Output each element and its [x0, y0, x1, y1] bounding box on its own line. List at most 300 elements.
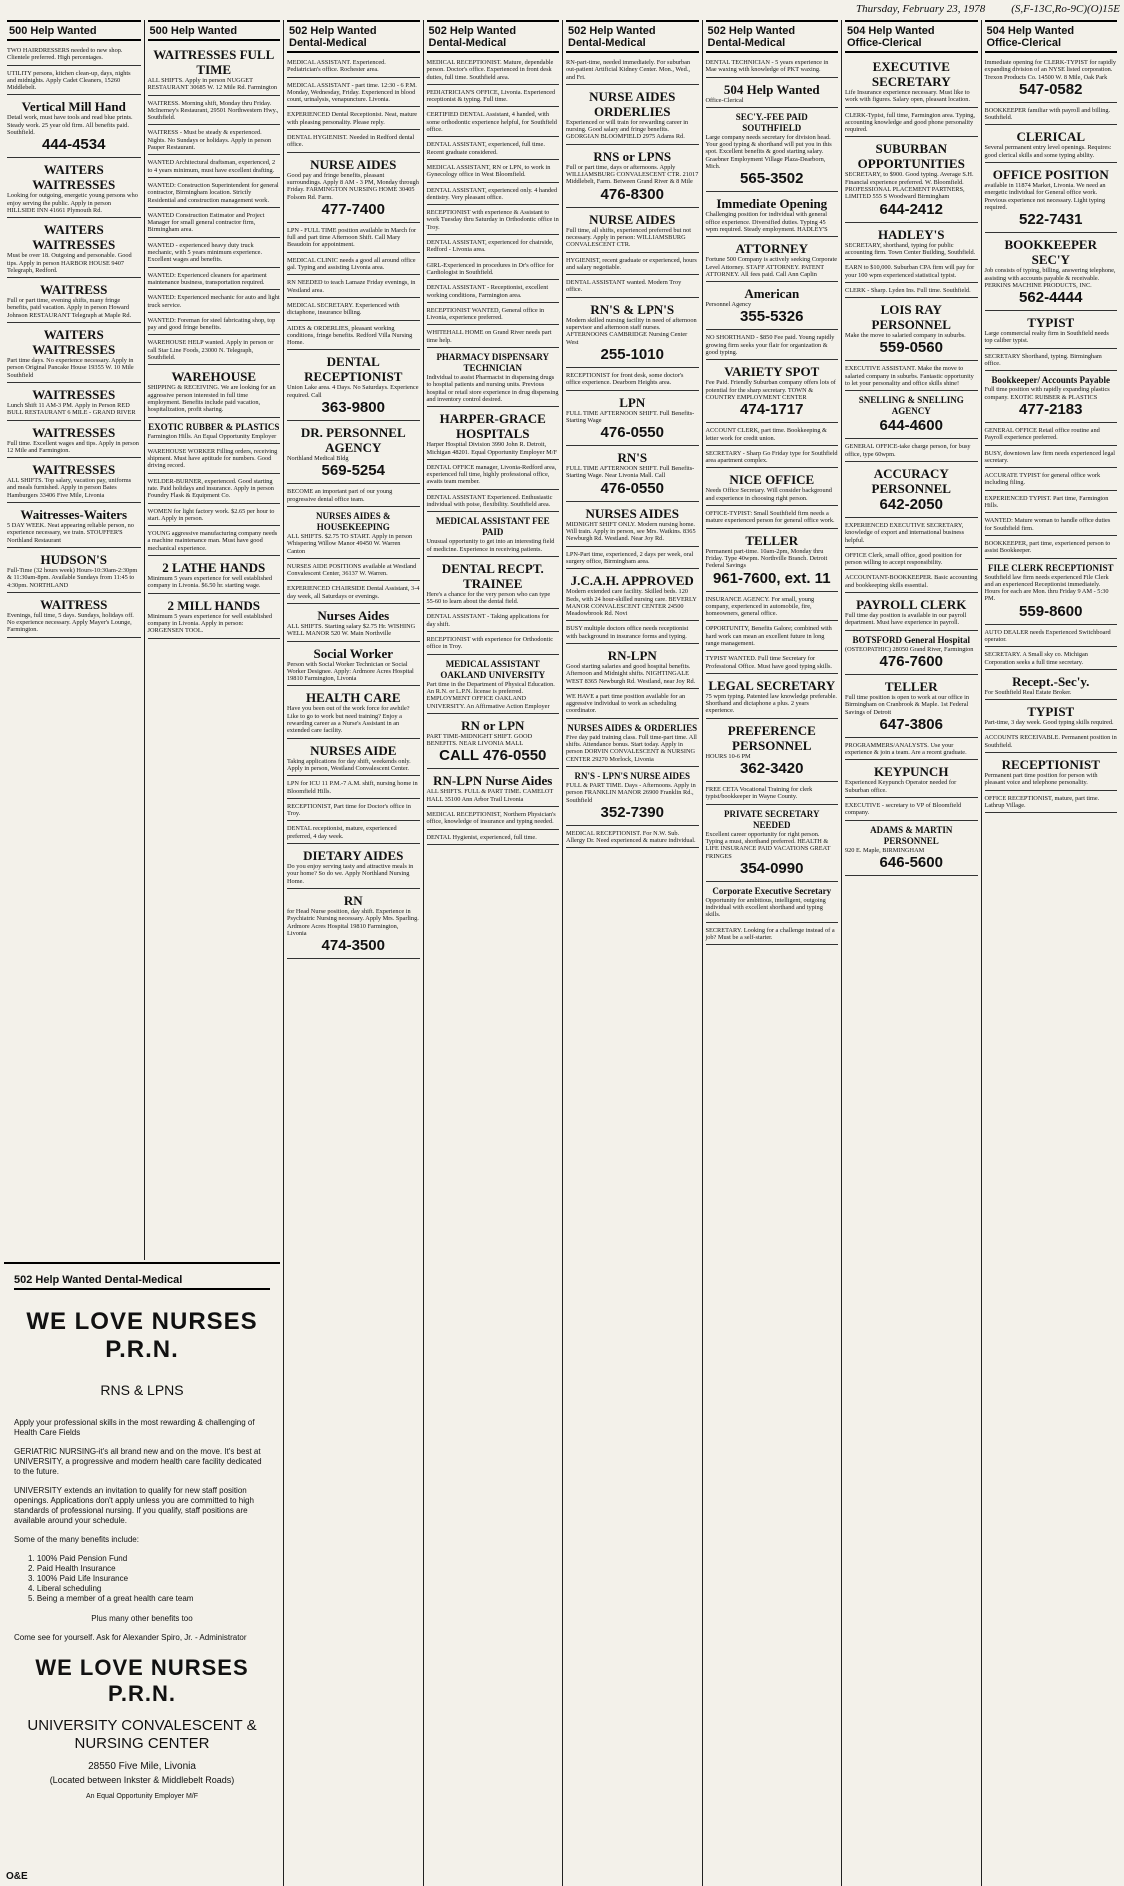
classified-ad: [566, 571, 699, 621]
ad-phone-number: 477-2183: [1019, 400, 1083, 418]
classified-ad: [985, 127, 1118, 163]
classified-ad: [427, 109, 560, 137]
classified-ad: [985, 538, 1118, 559]
classified-ad: [148, 240, 281, 268]
classified-ad: [845, 740, 978, 761]
section-number-title: 502 Help Wanted: [289, 25, 377, 37]
more-benefits: Plus many other benefits too: [91, 1614, 193, 1623]
section-number-title: 502 Help Wanted: [428, 25, 517, 37]
classified-ad: [427, 559, 560, 610]
column-heading: [706, 20, 839, 53]
classified-column: [981, 20, 1121, 1886]
nurses-ad-subhead: RNS & LPNS: [100, 1382, 184, 1398]
ad-title: RN: [343, 892, 363, 908]
ad-title: RN'S - LPN'S NURSE AIDES: [574, 770, 691, 781]
ad-body: SHIPPING & RECEIVING. We are looking for an aggressive person interested in full time employment. Benefits include paid vacation, hospitalization, profit sharing.: [147, 384, 276, 414]
equal-opportunity-note: An Equal Opportunity Employer M/F: [85, 1793, 199, 1800]
ad-body: FREE CETA Vocational Training for clerk typist/bookkeeper in Wayne County.: [705, 786, 813, 801]
classified-ad: [148, 270, 281, 291]
column-heading: [7, 20, 141, 41]
ad-title: RN or LPN: [461, 717, 525, 733]
classified-ad: [287, 823, 420, 844]
ad-body: HOURS 10-6 PM: [705, 752, 751, 760]
benefit-item: 1. 100% Paid Pension Fund: [28, 1554, 128, 1563]
ad-title: NURSES AIDES: [585, 505, 680, 521]
classified-ad: [706, 448, 839, 469]
ad-body: WANTED Construction Estimator and Project Manager for small general contractor firm, Birmingham area.: [147, 211, 265, 234]
classified-ad: [7, 68, 141, 96]
classified-ad: [985, 732, 1118, 753]
ad-body: (OSTEOPATHIC) 28050 Grand River, Farmington: [845, 645, 974, 653]
ad-body: Full time position with rapidly expanding plastics company. EXOTIC RUBBER & PLASTICS: [984, 386, 1110, 401]
ad-body: DENTAL ASSISTANT - Receptionist, excellent working conditions, Farmington area.: [426, 284, 549, 299]
classified-ad: [985, 470, 1118, 491]
ad-body: OFFICE RECEPTIONIST, mature, part time. Lathrup Village.: [984, 794, 1100, 809]
classified-ad: [706, 470, 839, 506]
ad-body: EXECUTIVE - secretary to VP of Bloomfield company.: [845, 801, 962, 817]
ad-title: J.C.A.H. APPROVED: [570, 573, 694, 589]
ad-body: MIDNIGHT SHIFT ONLY. Modern nursing home. Will train. Apply in person, see Mrs. Watkins. 8365 Newburgh Rd. Westland. Near Joy Rd.: [566, 520, 696, 543]
classified-ad: [427, 57, 560, 85]
facility-address: 28550 Five Mile, Livonia: [88, 1761, 196, 1772]
classified-column: [702, 20, 842, 1886]
ad-phone-number: 559-0560: [879, 339, 943, 357]
ad-title: RN'S & LPN'S: [590, 301, 675, 317]
ad-body: CERTIFIED DENTAL Assistant, 4 handed, with some orthodontic experience helpful, for Southfield office.: [426, 111, 557, 134]
ad-body: DENTAL ASSISTANT wanted. Modern Troy office.: [566, 279, 682, 294]
classified-ad: [566, 277, 699, 298]
section-category: Dental-Medical: [289, 37, 367, 49]
ad-body: EARN to $10,000. Suburban CPA firm will pay for your 100 wpm experienced statistical typist.: [845, 264, 975, 279]
ad-body: Fee Paid. Friendly Suburban company offers lots of potential for the sharp secretary. TOWN & COUNTRY EMPLOYMENT CENTER: [705, 379, 836, 401]
classified-ad: [566, 549, 699, 570]
ad-body: OPPORTUNITY, Benefits Galore; combined with hard work can mean an excellent future in long range management.: [705, 625, 832, 647]
ad-body: WAREHOUSE HELP wanted. Apply in person or call Star Line Foods, 23000 N. Telegraph, Southfield.: [147, 339, 274, 362]
ad-title: Nurses Aides: [317, 607, 390, 623]
classified-ad: [148, 528, 281, 556]
ad-body: LPN-Part time, experienced, 2 days per week, oral surgery office, Birmingham area.: [566, 550, 694, 565]
classified-ad: [287, 300, 420, 321]
ad-title: SEC'Y.-FEE PAID SOUTHFIELD: [735, 111, 808, 133]
ad-body: DENTAL ASSISTANT - Taking applications for day shift.: [426, 613, 549, 628]
classified-column: [283, 20, 423, 1886]
ad-body: WANTED: Mature woman to handle office duties for Southfield firm.: [984, 517, 1111, 532]
ad-body: WANTED: Construction Superintendent for general contractor, Birmingham location. Strictly Residential and construction management work.: [147, 181, 279, 204]
classified-ad: [287, 486, 420, 507]
ad-title: EXOTIC RUBBER & PLASTICS: [148, 421, 280, 432]
classified-ad: [845, 110, 978, 138]
ad-body: FULL & PART TIME. Days - Afternoons. Apply in person FRANKLIN MANOR 26900 Franklin Rd., Southfield: [566, 781, 696, 804]
ad-title: SUBURBAN OPPORTUNITIES: [857, 141, 965, 172]
classified-ad: [845, 633, 978, 675]
classified-ad: [7, 160, 141, 218]
ad-body: Part time in the Department of Physical Education. An R.N. or L.P.N. license is preferred. EMPLOYMENT OFFICE OAKLAND UNIVERSITY. An Affirmative Action Employer: [426, 680, 555, 710]
classified-ad: [845, 677, 978, 738]
ad-title: TYPIST: [1027, 315, 1075, 331]
classified-ad: [148, 337, 281, 365]
ad-title: 504 Help Wanted: [723, 81, 820, 97]
classified-ad: [706, 508, 839, 529]
classified-ad: [7, 325, 141, 383]
classified-ad: [287, 583, 420, 604]
ad-body: Do you enjoy serving tasty and attractive meals in your home? So do we. Apply Northland Nursing Home.: [287, 863, 414, 885]
classified-ad: [985, 649, 1118, 670]
classified-ad: [427, 282, 560, 303]
ad-title: WAITRESSES: [32, 386, 116, 402]
ad-body: ACCURATE TYPIST for general office work including filing.: [984, 472, 1101, 487]
ad-body: WANTED - experienced heavy duty truck mechanic, with 5 years minimum experience. Excellent wages and benefits.: [147, 241, 263, 264]
ad-title: ACCURACY PERSONNEL: [871, 465, 951, 496]
ad-title: TELLER: [884, 678, 938, 694]
ad-body: MEDICAL SECRETARY. Experienced with dictaphone, insurance billing.: [287, 301, 400, 317]
classified-ad: [148, 157, 281, 178]
ad-body: EXPERIENCED TYPIST. Part time, Farmington Hills.: [984, 494, 1109, 510]
classified-ad: [287, 801, 420, 822]
ad-title: FILE CLERK RECEPTIONIST: [987, 562, 1114, 573]
ad-phone-number: 474-1717: [740, 401, 804, 419]
ad-title: NURSE AIDES: [310, 156, 397, 172]
ad-title: WAITERS WAITRESSES: [32, 327, 116, 358]
benefit-item: 3. 100% Paid Life Insurance: [28, 1574, 129, 1583]
classified-ad: [287, 155, 420, 223]
ad-body: DENTAL receptionist, mature, experienced preferred, 4 day week.: [287, 825, 397, 840]
classified-ad: [427, 185, 560, 206]
ad-title: TELLER: [745, 532, 799, 548]
ad-body: Full time, all shifts, experienced preferred but not necessary. Apply in person: WILLIAMSBURG CONVALESCENT CTR.: [566, 226, 692, 249]
ad-title: RN'S: [617, 450, 648, 466]
ad-title: PHARMACY DISPENSARY TECHNICIAN: [436, 352, 550, 374]
ad-body: WANTED: Experienced mechanic for auto and light truck service.: [147, 294, 280, 309]
ad-body: Minimum 5 years experience for well established company in Livonia. Apply in person: JORGENSEN TOOL.: [147, 612, 272, 635]
ad-title: NURSE AIDES ORDERLIES: [589, 88, 676, 119]
ad-title: BOOKKEEPER SEC'Y: [1004, 237, 1097, 268]
ad-title: WAITERS WAITRESSES: [32, 162, 116, 193]
ad-body: PART TIME-MIDNIGHT SHIFT. GOOD BENEFITS. NEAR LIVONIA MALL: [426, 732, 533, 748]
section-number-title: 504 Help Wanted: [986, 25, 1075, 37]
classified-ad: [148, 506, 281, 527]
classified-ad: [427, 514, 560, 557]
ad-phone-number: 547-0582: [1019, 80, 1083, 98]
ad-title: VARIETY SPOT: [724, 364, 820, 380]
ad-phone-number: 352-7390: [600, 803, 664, 821]
ad-phone-number: 354-0990: [740, 859, 804, 877]
ad-body: Permanent part time position for person with pleasant voice and telephone personality.: [984, 772, 1098, 787]
ad-phone-number: CALL 476-0550: [439, 747, 547, 765]
classified-ad: [7, 385, 141, 421]
classified-ad: [706, 676, 839, 719]
ad-body: Large company needs secretary for division head. Your good typing & shorthand will put you in this spot. Excellent benefits & good starting salary. Graebner Employment Village Plaza-Dearborn, Mich.: [705, 133, 832, 171]
classified-column: [423, 20, 563, 1886]
classified-ad: [706, 623, 839, 651]
ad-body: SECRETARY, shorthand, typing for public accounting firm. Town Center Building, Southfield.: [845, 241, 976, 256]
ad-body: Experienced or will train for rewarding career in nursing. Good salary and fringe benefits. GEORGIAN BLOOMFIELD 2975 Adams Rd.: [566, 118, 689, 141]
ad-body: 5 DAY WEEK. Neat appearing reliable person, no experience necessary, we train. STOUFFER'S Northland Restaurant: [7, 522, 134, 544]
benefits-intro: Some of the many benefits include:: [14, 1535, 139, 1544]
ad-body: RN-part-time, needed immediately. For suburban out-patient Artificial Kidney Center. Mon., Wed., and Fri.: [566, 59, 691, 81]
classified-ad: [427, 809, 560, 830]
classified-ad: [845, 550, 978, 571]
ad-body: LPN - FULL TIME position available in March for full and part time Afternoon Shift. Call Mary Beaudoin for appointment.: [287, 226, 417, 249]
ad-body: OFFICE Clerk, small office, good position for person willing to accept responsibility.: [845, 551, 962, 567]
ad-title: NURSE AIDES: [589, 211, 676, 227]
classified-ad: [148, 180, 281, 208]
ad-body: OFFICE-TYPIST: Small Southfield firm needs a mature experienced person for general office work.: [705, 510, 835, 525]
ad-phone-number: 476-0550: [600, 479, 664, 497]
classified-ad: [985, 373, 1118, 423]
classified-ad: [566, 769, 699, 826]
ad-body: available in 11874 Market, Livonia. We need an energetic individual for General office work. Previous experience not necessary. Light typing required.: [984, 182, 1106, 211]
classified-ad: [287, 352, 420, 421]
classified-ad: [985, 702, 1118, 730]
ad-body: FULL TIME AFTERNOON SHIFT. Full Benefits-Starting Wage: [566, 409, 695, 424]
ad-body: Experienced Keypunch Operator needed for Suburban office.: [845, 779, 957, 794]
ad-body: Permanent part-time. 10am-2pm, Monday thru Friday. Type 40wpm. Northville Branch. Detroit Federal Savings: [705, 547, 828, 570]
ad-body: NURSES AIDE POSITIONS available at Westland Convalescent Center, 36137 W. Warren.: [287, 562, 417, 578]
classified-ad: [427, 492, 560, 513]
classified-ad: [985, 235, 1118, 311]
classified-ad: [985, 448, 1118, 469]
ad-body: Fortune 500 Company is actively seeking Corporate Level Attorney. STAFF ATTORNEY. PATENT ATTORNEY. All fees paid. Call Ann Caplin: [705, 256, 838, 278]
facility-location-note: (Located between Inkster & Middlebelt Roads): [49, 1775, 235, 1785]
ad-body: Excellent career opportunity for right person. Typing a must, shorthand preferred. HEALTH & LIFE INSURANCE PAID VACATIONS GREAT FRINGES: [705, 830, 831, 860]
classified-ad: [845, 800, 978, 821]
classified-ad: [7, 280, 141, 323]
ad-body: MEDICAL CLINIC needs a good all around office gal. Typing and assisting Livonia area.: [287, 256, 416, 272]
classified-ad: [706, 239, 839, 282]
classified-ad: [845, 464, 978, 518]
ad-title: PREFERENCE PERSONNEL: [727, 722, 816, 753]
classified-ad: [7, 45, 141, 66]
ad-title: WAREHOUSE: [171, 369, 257, 385]
ad-body: MEDICAL RECEPTIONIST, Northern Physician's office, knowledge of insurance and typing needed.: [426, 811, 556, 826]
section-number-title: 500 Help Wanted: [9, 25, 97, 37]
classified-ad: [845, 520, 978, 548]
ad-title: KEYPUNCH: [874, 764, 949, 780]
ad-body: WE HAVE a part time position available for an aggressive individual to work as scheduling coordinator.: [566, 692, 686, 715]
ad-body: WELDER-BURNER, experienced. Good starting rate. Paid holidays and insurance. Apply in person Foundry Flask & Equipment Co.: [147, 477, 274, 500]
column-heading: [427, 20, 560, 53]
ad-body: LPN for ICU 11 P.M.-7 A.M. shift, nursing home in Bloomfield Hills.: [287, 780, 418, 795]
ad-body: FULL TIME AFTERNOON SHIFT. Full Benefits-Starting Wage. Near Livonia Mall. Call: [566, 465, 695, 480]
classified-ad: [566, 828, 699, 849]
masthead: [4, 0, 1120, 18]
section-category: Dental-Medical: [568, 37, 646, 49]
classified-ad: [845, 139, 978, 222]
classified-ad: [427, 611, 560, 632]
ad-phone-number: 569-5254: [321, 462, 385, 480]
ad-body: DENTAL ASSISTANT Experienced. Enthusiastic individual with poise, flexibility. Southfield area.: [426, 493, 553, 508]
classified-ad: [427, 139, 560, 160]
ad-title: LOIS RAY PERSONNEL: [871, 302, 951, 333]
classified-ad: [985, 493, 1118, 514]
classified-ad: [985, 793, 1118, 814]
classified-ad: [845, 262, 978, 283]
ad-phone-number: 355-5326: [740, 308, 804, 326]
ad-phone-number: 644-2412: [879, 200, 943, 218]
classified-ad: [566, 393, 699, 447]
ad-body: Five day paid training class. Full time-part time. All shifts. Attendance bonus. Start today. Apply in person DORVIN CONVALESCENT & NURSING CENTER 29270 Morlock, Livonia: [566, 733, 697, 763]
ad-title: SNELLING & SNELLING AGENCY: [858, 395, 964, 417]
classified-ad: [566, 448, 699, 502]
ad-title: MEDICAL ASSISTANT FEE PAID: [435, 516, 550, 538]
classified-ad: [566, 370, 699, 391]
benefits-list: [28, 1554, 270, 1604]
ad-phone-number: 646-5600: [879, 853, 943, 871]
ad-title: Vertical Mill Hand: [21, 99, 126, 115]
ad-phone-number: 476-7600: [879, 652, 943, 670]
ad-phone-number: 474-3500: [321, 937, 385, 955]
ad-body: Office-Clerical: [705, 96, 744, 104]
ad-title: ADAMS & MARTIN PERSONNEL: [870, 824, 953, 846]
ad-body: Union Lake area. 4 Days. No Saturdays. Experience required. Call: [287, 384, 419, 399]
ad-title: American: [744, 286, 800, 302]
classified-ad: [985, 165, 1118, 233]
classified-ad: [427, 462, 560, 490]
ad-body: BECOME an important part of our young progressive dental office team.: [287, 488, 393, 503]
ad-body: YOUNG aggressive manufacturing company needs a machine maintenance man. Must have good mechanical experience.: [147, 530, 278, 552]
ad-body: DENTAL ASSISTANT, experienced, full time. Recent graduate considered.: [426, 141, 545, 156]
ad-body: TWO HAIRDRESSERS needed to new shop. Clientele preferred. High percentages.: [7, 47, 123, 62]
ad-title: TYPIST: [1027, 704, 1075, 720]
classified-ad: [287, 778, 420, 799]
ad-body: ALL SHIFTS. Top salary, vacation pay, uniforms and meals furnished. Apply in person Bates Hamburgers 33406 Five Mile, Livonia: [7, 477, 132, 499]
ad-body: AIDES & ORDERLIES, pleasant working conditions, fringe benefits. Redford Villa Nursing Home.: [287, 324, 413, 347]
ad-body: INSURANCE AGENCY. For small, young company, experienced in automobile, fire, homeowners, general office.: [705, 595, 815, 618]
classified-ad: [985, 313, 1118, 349]
nurses-ad-intro: Apply your professional skills in the most rewarding & challenging of Health Care Fields: [14, 1418, 255, 1437]
column-heading: [148, 20, 281, 41]
ad-body: Opportunity for ambitious, intelligent, outgoing individual with excellent shorthand and typing skills.: [705, 896, 826, 919]
section-category: Dental-Medical: [428, 37, 507, 49]
ad-body: MEDICAL ASSISTANT, RN or LPN, to work in Gynecology office in West Bloomfield.: [426, 163, 551, 179]
ad-phone-number: 522-7431: [1019, 211, 1083, 229]
classified-ad: [566, 300, 699, 368]
classified-ad: [7, 423, 141, 459]
ad-body: HYGIENIST, recent graduate or experienced, hours and salary negotiable.: [566, 256, 697, 271]
ad-body: Part time days. No experience necessary. Apply in person Original Pancake House 19355 W. 10 Mile Southfield: [7, 357, 134, 379]
ad-body: GENERAL OFFICE Retail office routine and Payroll experience preferred.: [984, 426, 1100, 442]
facility-name: UNIVERSITY CONVALESCENT & NURSING CENTER: [27, 1717, 257, 1752]
ad-title: NURSES AIDES & ORDERLIES: [567, 722, 698, 733]
classified-ad: [566, 646, 699, 689]
column-heading: [845, 20, 978, 53]
classified-ad: [427, 87, 560, 108]
ad-body: CLERK - Sharp. Lyden Ins. Full time. Southfield.: [845, 286, 971, 294]
ad-title: WAITRESSES: [32, 462, 116, 478]
classified-ad: [7, 97, 141, 158]
classified-ad: [427, 260, 560, 281]
ad-title: MEDICAL ASSISTANT OAKLAND UNIVERSITY: [440, 658, 546, 680]
classified-ad: [148, 292, 281, 313]
ad-body: NO SHORTHAND - $850 Fee paid. Young rapidly growing firm seeks your flair for organization & good typing.: [705, 334, 835, 357]
ad-body: Minimum 5 years experience for well established company in Livonia. $6.50 hr. starting wage.: [147, 575, 272, 590]
ad-phone-number: 476-0550: [600, 424, 664, 442]
ad-body: Full time. Excellent wages and tips. Apply in person 12 Mile and Farmington.: [7, 439, 139, 454]
ad-body: BOOKKEEPER familiar with payroll and billing. Southfield.: [984, 106, 1111, 122]
classified-ad: [706, 284, 839, 330]
ad-title: RECEPTIONIST: [1001, 757, 1100, 773]
classified-ad: [845, 363, 978, 391]
ad-body: Detail work, must have tools and read blue prints. Steady work. 25 year old firm. All benefits paid. Southfield.: [7, 114, 133, 137]
classified-ad: [706, 80, 839, 108]
ad-title: LPN: [619, 394, 646, 410]
edition-code: (S,F-13C,Ro-9C)(O)15E: [1011, 3, 1120, 15]
ad-title: NURSES AIDE: [310, 742, 397, 758]
classified-ad: [427, 305, 560, 326]
classified-ad: [148, 98, 281, 126]
ad-title: NURSES AIDES & HOUSEKEEPING: [315, 510, 391, 532]
classified-ad: [985, 627, 1118, 648]
classified-ad: [427, 657, 560, 714]
ad-phone-number: 559-8600: [1019, 602, 1083, 620]
ad-body: Farmington Hills. An Equal Opportunity Employer: [147, 432, 277, 440]
classified-ad: [706, 531, 839, 592]
column-heading: [287, 20, 420, 53]
ad-title: WAITRESSES FULL TIME: [153, 47, 275, 77]
ad-body: TYPIST WANTED. Full time Secretary for Professional Office. Must have good typing skills.: [705, 655, 833, 670]
ad-title: DR. PERSONNEL AGENCY: [300, 425, 406, 456]
classified-ad: [706, 110, 839, 192]
ad-body: ALL SHIFTS. Apply in person NUGGET RESTAURANT 30685 W. 12 Mile Rd. Farmington: [147, 77, 278, 92]
section-number-title: 502 Help Wanted: [707, 25, 796, 37]
ad-title: PAYROLL CLERK: [856, 597, 967, 613]
classified-ad: [148, 420, 281, 444]
ad-body: RECEPTIONIST with experience & Assistant to work Tuesday thru Saturday in Orthodontic office in Troy.: [426, 209, 559, 231]
classified-ad: [287, 109, 420, 130]
ad-title: EXECUTIVE SECRETARY: [871, 59, 951, 89]
ad-body: WHITEHALL HOME on Grand River needs part time help.: [426, 329, 552, 344]
section-category: Office-Clerical: [986, 37, 1062, 49]
classified-ad: [287, 891, 420, 959]
classified-ad: [287, 323, 420, 351]
ad-body: ACCOUNTS RECEIVABLE. Permanent position in Southfield.: [984, 734, 1117, 749]
classified-column: [562, 20, 702, 1886]
classified-ad: [845, 441, 978, 462]
classified-ad: [706, 925, 839, 946]
benefit-item: 4. Liberal scheduling: [28, 1584, 102, 1593]
nurses-ad-headline-repeat: WE LOVE NURSES P.R.N.: [35, 1655, 249, 1706]
ad-phone-number: 363-9800: [321, 399, 385, 417]
ad-phone-number: 961-7600, ext. 11: [712, 569, 831, 587]
ad-body: WANTED Architectural draftsman, experienced, 2 to 4 years minimum, must have excellent drafting.: [147, 159, 276, 174]
nurses-display-ad: [4, 1262, 280, 1874]
classified-ad: [287, 561, 420, 582]
ad-body: Individual to assist Pharmacist in dispensing drugs to hospital patients and nursing units. Previous hospital or retail store experience in drug dispensing and inventory control desired.: [426, 374, 559, 403]
classified-ad: [566, 691, 699, 719]
ad-body: MEDICAL RECEPTIONIST. Mature, dependable person. Doctor's office. Experienced in front desk duties, full time. Southfield area.: [426, 59, 554, 81]
ad-body: MEDICAL ASSISTANT - part time. 12:30 - 6 P.M. Monday, Wednesday, Friday. Experienced in blood count, urinalysis, venapuncture. Livonia.: [287, 81, 417, 104]
classified-ad: [985, 351, 1118, 372]
ad-body: DENTAL HYGIENIST. Needed in Redford dental office.: [287, 134, 415, 149]
ad-body: ACCOUNTANT-BOOKKEEPER. Basic accounting and bookkeeping skills essential.: [845, 574, 978, 589]
ad-title: Bookkeeper/ Accounts Payable: [991, 375, 1110, 386]
ad-body: Have you been out of the work force for awhile? Like to go to work but need training? Enjoy a rewarding career as a Nurse's Assistant in an extended care facility.: [287, 705, 410, 735]
ad-phone-number: 255-1010: [600, 345, 664, 363]
ad-body: WAITRESS. Morning shift, Monday thru Friday. McInerney's Restaurant, 29501 Northwestern Hwy., Southfield.: [147, 99, 279, 122]
classified-ad: [148, 315, 281, 336]
ad-title: CLERICAL: [1016, 129, 1086, 145]
ad-body: Needs Office Secretary. Will consider background and experience in choosing right person.: [705, 487, 832, 502]
ad-title: DIETARY AIDES: [303, 848, 404, 864]
ad-body: BOOKKEEPER, part time, experienced person to assist Bookkeeper.: [984, 539, 1111, 555]
ad-body: SECRETARY. A Small sky co. Michigan Corporation seeks a full time secretary.: [984, 651, 1088, 666]
ad-body: Lunch Shift 11 AM-3 PM. Apply in Person RED BULL RESTAURANT 6 MILE - GRAND RIVER: [7, 401, 136, 417]
classified-ad: [566, 255, 699, 276]
ad-title: WAITRESS: [40, 596, 108, 612]
nurses-ad-paragraph: UNIVERSITY extends an invitation to qualify for new staff position openings. Applications don't apply unless you are committed to high standards of professional nursing. If you qualify, staff positions are available around your schedule.: [14, 1486, 254, 1525]
ad-title: NICE OFFICE: [729, 472, 815, 488]
classified-ad: [427, 634, 560, 655]
